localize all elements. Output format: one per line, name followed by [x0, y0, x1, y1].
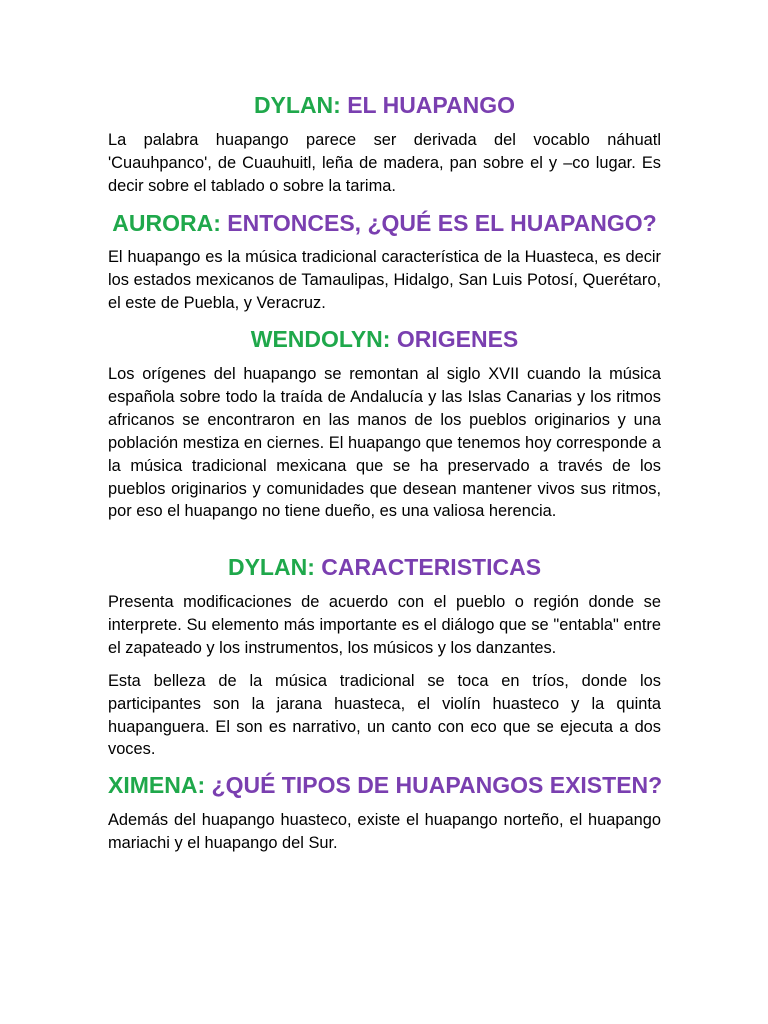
body-paragraph: Los orígenes del huapango se remontan al siglo XVII cuando la música española sobre todo la traída de Andalucía y las Islas Canarias y los ritmos africanos se encontraron en las manos de los pueblos originarios y una población mestiza en ciernes. El huapango que tenemos hoy corresponde a la música tradicional mexicana que se ha preservado a través de los pueblos originarios y comunidades que desean mantener vivos sus ritmos, por eso el huapango no tiene dueño, es una valiosa herencia.: [108, 365, 661, 521]
speaker-name: DYLAN:: [253, 92, 341, 118]
section-heading: [108, 771, 661, 799]
section-topic: ORIGENES: [396, 326, 519, 352]
section-caracteristicas: [108, 553, 661, 761]
body-paragraph: El huapango es la música tradicional característica de la Huasteca, es decir los estados mexicanos de Tamaulipas, Hidalgo, San Luis Potosí, Querétaro, el este de Puebla, y Veracruz.: [108, 248, 661, 312]
body-paragraph: La palabra huapango parece ser derivada del vocablo náhuatl 'Cuauhpanco', de Cuauhuitl, leña de madera, pan sobre el y –co lugar. Es decir sobre el tablado o sobre la tarima.: [108, 131, 661, 195]
section-topic: ¿QUÉ TIPOS DE HUAPANGOS EXISTEN?: [211, 772, 663, 798]
speaker-name: DYLAN:: [227, 554, 315, 580]
speaker-name: XIMENA:: [108, 772, 206, 798]
section-topic: ENTONCES, ¿QUÉ ES EL HUAPANGO?: [227, 210, 657, 236]
section-el-huapango: [108, 91, 661, 198]
section-que-es-el-huapango: [108, 209, 661, 315]
speaker-name: WENDOLYN:: [250, 326, 391, 352]
body-paragraph: Esta belleza de la música tradicional se toca en tríos, donde los participantes son la jarana huasteca, el violín huasteco y la quinta huapanguera. El son es narrativo, un canto con eco que se ejecuta a dos voces.: [108, 671, 661, 759]
section-tipos-de-huapangos: [108, 771, 661, 855]
section-heading: [108, 553, 661, 581]
section-topic: CARACTERISTICAS: [321, 554, 542, 580]
body-paragraph: Presenta modificaciones de acuerdo con el pueblo o región donde se interprete. Su elemento más importante es el diálogo que se "entabla" entre el zapateado y los instrumentos, los músicos y los danzantes.: [108, 593, 661, 657]
section-heading: [108, 325, 661, 353]
section-origenes: [108, 325, 661, 523]
section-heading: [108, 209, 661, 237]
body-paragraph: Además del huapango huasteco, existe el huapango norteño, el huapango mariachi y el huapango del Sur.: [108, 811, 661, 852]
speaker-name: AURORA:: [112, 210, 221, 236]
section-topic: EL HUAPANGO: [347, 92, 516, 118]
section-heading: [108, 91, 661, 119]
